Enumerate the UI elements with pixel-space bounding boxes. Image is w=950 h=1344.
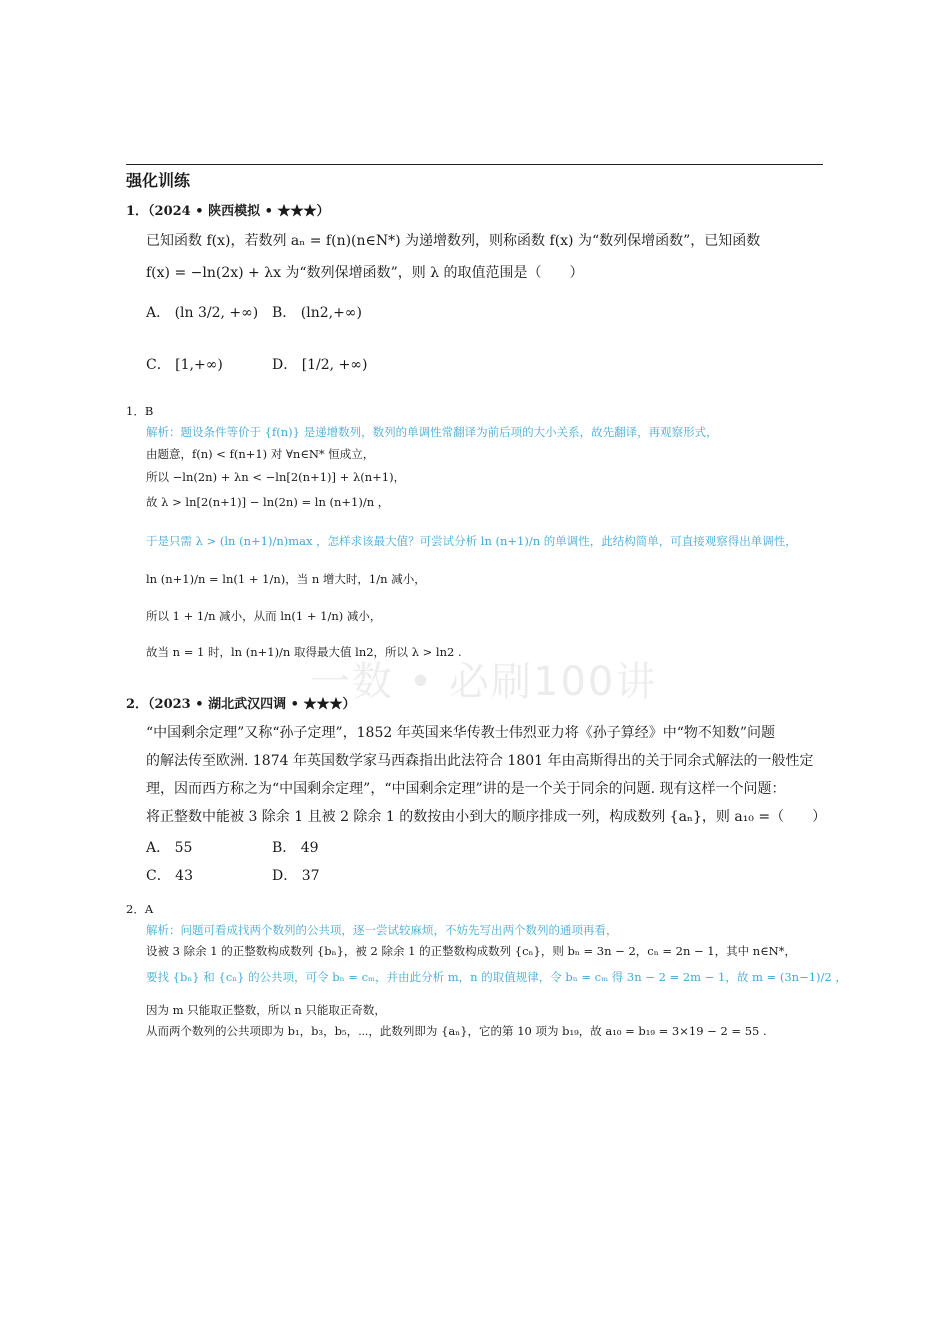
q2-option-d[interactable] [272, 865, 320, 885]
q2-stem-line: 理，因而西方称之为“中国剩余定理”，“中国剩余定理”讲的是一个关于同余的问题. 现有这样一个问题： [146, 781, 786, 797]
q1-solution-line: 解析：题设条件等价于 {f(n)} 是递增数列，数列的单调性常翻译为前后项的大小关系，故先翻译，再观察形式， [146, 425, 718, 439]
header-rule [126, 164, 823, 165]
q1-solution-line: ln (n+1)/n = ln(1 + 1/n)，当 n 增大时，1/n 减小， [146, 572, 426, 586]
q2-answer-header: 2．A [126, 902, 154, 916]
q1-solution-line: 所以 −ln(2n) + λn < −ln[2(n+1)] + λ(n+1)， [146, 470, 406, 484]
q2-solution-line: 因为 m 只能取正整数，所以 n 只能取正奇数， [146, 1003, 386, 1017]
q1-option-b[interactable] [272, 302, 362, 322]
q1-stem-line1: 已知函数 f(x)，若数列 aₙ = f(n)(n∈N*) 为递增数列，则称函数 f(x) 为“数列保增函数”，已知函数 [146, 233, 761, 249]
q1-solution-line: 由题意，f(n) < f(n+1) 对 ∀n∈N* 恒成立， [146, 447, 375, 461]
watermark: 一数 • 必刷100讲 [310, 659, 658, 705]
q2-option-c[interactable] [146, 865, 193, 885]
q2-option-a[interactable] [146, 837, 192, 857]
q2-stem-line: 将正整数中能被 3 除余 1 且被 2 除余 1 的数按由小到大的顺序排成一列，构成数列 {aₙ}，则 a₁₀ =（ ） [146, 809, 827, 825]
q1-solution-line: 故当 n = 1 时，ln (n+1)/n 取得最大值 ln2，所以 λ > ln2 . [146, 645, 462, 659]
option-label: D． [272, 357, 298, 373]
q2-option-b[interactable] [272, 837, 319, 857]
option-label: B． [272, 840, 297, 856]
option-text: (ln2,+∞) [300, 305, 362, 321]
q2-solution-line: 解析：问题可看成找两个数列的公共项，逐一尝试较麻烦，不妨先写出两个数列的通项再看， [146, 923, 618, 937]
option-label: B． [272, 305, 297, 321]
q1-option-d[interactable] [272, 354, 367, 374]
option-text: (ln 3/2, +∞) [174, 305, 259, 321]
option-label: C． [146, 357, 171, 373]
q2-stem-line: 的解法传至欧洲. 1874 年英国数学家马西森指出此法符合 1801 年由高斯得出的关于同余式解法的一般性定 [146, 753, 814, 769]
q1-option-c[interactable] [146, 354, 223, 374]
q2-header: 2．（2023 • 湖北武汉四调 • ★★★） [126, 697, 356, 712]
section-title: 强化训练 [126, 171, 191, 190]
q1-solution-line: 所以 1 + 1/n 减小，从而 ln(1 + 1/n) 减小， [146, 609, 382, 623]
option-text: 37 [301, 868, 320, 884]
option-text: 49 [300, 840, 319, 856]
q1-stem-line2: f(x) = −ln(2x) + λx 为“数列保增函数”，则 λ 的取值范围是（ ） [146, 265, 584, 281]
q1-solution-line: 于是只需 λ > (ln (n+1)/n)max ，怎样求该最大值？可尝试分析 ln (n+1)/n 的单调性，此结构简单，可直接观察得出单调性， [146, 534, 797, 548]
q2-solution-line: 从而两个数列的公共项即为 b₁，b₃，b₅，⋯，此数列即为 {aₙ}，它的第 10 项为 b₁₉，故 a₁₀ = b₁₉ = 3×19 − 2 = 55 . [146, 1024, 767, 1038]
q2-solution-line: 要找 {bₙ} 和 {cₙ} 的公共项，可令 bₙ = cₘ，并由此分析 m，n 的取值规律，令 bₙ = cₘ 得 3n − 2 = 2m − 1，故 m = (3n−1)/2 ， [146, 970, 847, 984]
q2-solution-line: 设被 3 除余 1 的正整数构成数列 {bₙ}，被 2 除余 1 的正整数构成数列 {cₙ}，则 bₙ = 3n − 2，cₙ = 2n − 1，其中 n∈N*， [146, 944, 796, 958]
option-text: [1/2, +∞) [301, 357, 368, 373]
option-label: D． [272, 868, 298, 884]
q1-solution-line: 故 λ > ln[2(n+1)] − ln(2n) = ln (n+1)/n ， [146, 495, 390, 509]
option-label: A． [146, 305, 171, 321]
option-label: C． [146, 868, 171, 884]
q2-stem-line: “中国剩余定理”又称“孙子定理”，1852 年英国来华传教士伟烈亚力将《孙子算经》中“物不知数”问题 [146, 725, 776, 741]
q1-answer-header: 1．B [126, 404, 154, 418]
option-text: 43 [175, 868, 193, 884]
q1-header: 1．（2024 • 陕西模拟 • ★★★） [126, 204, 330, 219]
option-text: [1,+∞) [175, 357, 223, 373]
option-label: A． [146, 840, 171, 856]
q1-option-a[interactable] [146, 302, 258, 322]
option-text: 55 [174, 840, 193, 856]
